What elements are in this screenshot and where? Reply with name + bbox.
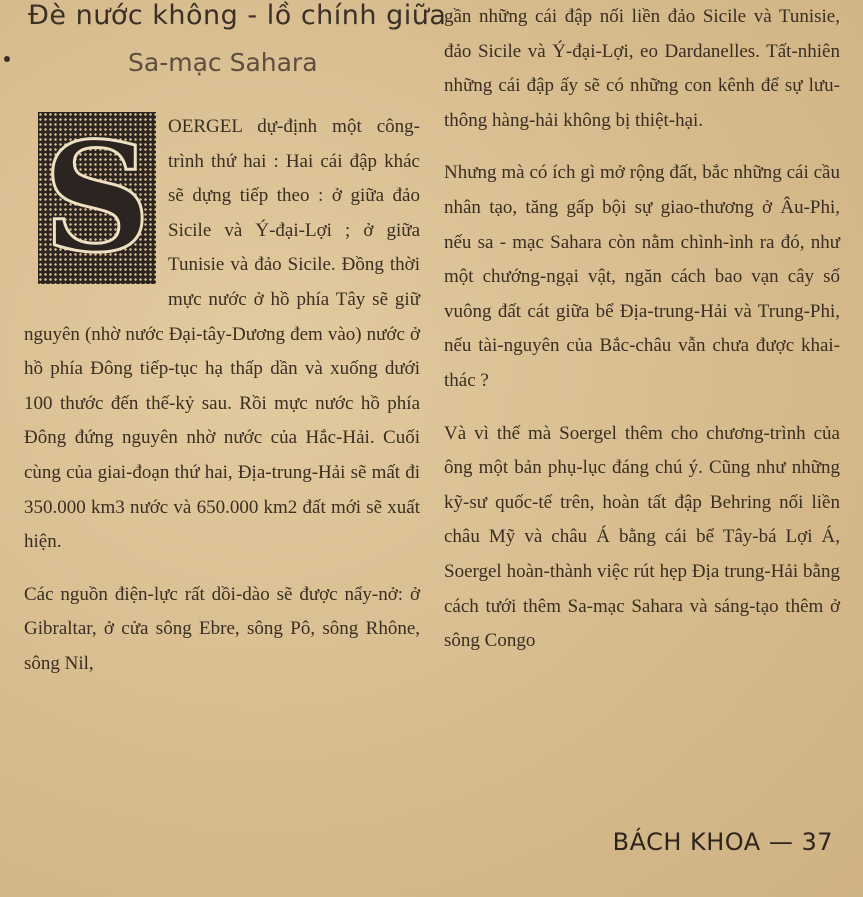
- paragraph: OERGEL dự-định một công-trình thứ hai : Hai cái đập khác sẽ dựng tiếp theo : ở giữa đảo Sicile và Ý-đại-Lợi ; ở giữa Tunisie và đảo Sicile. Đồng thời mực nước ở hồ phía Tây sẽ giữ nguyên (nhờ nước Đại-tây-Dương đem vào) nước ở hồ phía Đông tiếp-tục hạ thấp dần và xuống dưới 100 thước đến thế-kỷ sau. Rồi mực nước hồ phía Đông đứng nguyên nhờ nước của Hắc-Hải. Cuối cùng của giai-đoạn thứ hai, Địa-trung-Hải sẽ mất đi 350.000 km3 nước và 650.000 km2 đất mới sẽ xuất hiện.: [24, 116, 420, 553]
- paragraph: Nhưng mà có ích gì mở rộng đất, bắc những cái cầu nhân tạo, tăng gấp bội sự giao-thương ở Âu-Phi, nếu sa - mạc Sahara còn nằm chình-ình ra đó, như một chướng-ngại vật, ngăn cách bao vạn cây số vuông đất cát giữa bể Địa-trung-Hải và Trung-Phi, nếu tài-nguyên của Bắc-châu vẫn chưa được khai-thác ?: [444, 162, 840, 391]
- paragraph: Và vì thế mà Soergel thêm cho chương-trình của ông một bản phụ-lục đáng chú ý. Cũng như những kỹ-sư quốc-tế trên, hoàn tất đập Behring nối liền châu Mỹ và châu Á bằng cái bể Tây-bá Lợi Á, Soergel hoàn-thành việc rút hẹp Địa trung-Hải bằng cách tưới thêm Sa-mạc Sahara và sáng-tạo thêm ở sông Congo: [444, 422, 840, 652]
- drop-cap-letter: S: [42, 110, 152, 286]
- title-line-2: Sa-mạc Sahara: [128, 48, 318, 77]
- article-title: [28, 0, 447, 78]
- page-footer: BÁCH KHOA — 37: [612, 828, 833, 856]
- drop-cap: [38, 112, 156, 284]
- right-column: [444, 0, 840, 659]
- left-column: [24, 110, 420, 682]
- paragraph: Các nguồn điện-lực rất dồi-dào sẽ được nẩy-nở: ở Gibraltar, ở cửa sông Ebre, sông Pô, sông Rhône, sông Nil,: [24, 583, 420, 674]
- margin-dot: [4, 56, 10, 62]
- title-line-1: Đè nước không - lồ chính giữa: [28, 0, 447, 31]
- paragraph: gần những cái đập nối liền đảo Sicile và Tunisie, đảo Sicile và Ý-đại-Lợi, eo Dardanelles. Tất-nhiên những cái đập ấy sẽ có những con kênh để sự lưu-thông hàng-hải không bị thiệt-hại.: [444, 6, 840, 131]
